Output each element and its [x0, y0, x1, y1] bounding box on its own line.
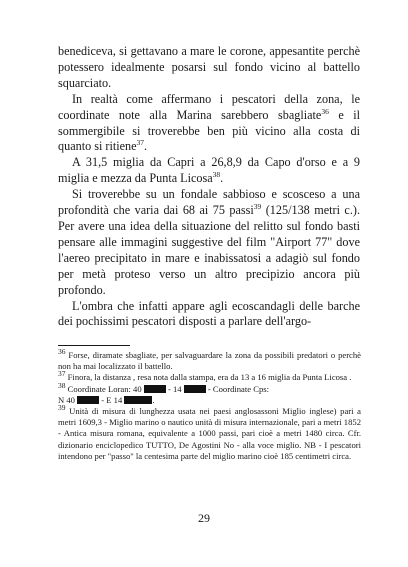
paragraph-5: L'ombra che infatti appare agli ecoscandagli delle barche dei pochissimi pescatori disposti a parlare dell'argo-	[58, 298, 360, 329]
footnote-36: $^{36}$ Forse, diramate sbagliate, per salvaguardare la zona da possibili predatori o perchè non ha mai localizzato il battello.	[58, 347, 361, 372]
footnote-ref-39[interactable]: 39	[253, 202, 262, 211]
page-number: 29	[198, 511, 210, 525]
redacted-block	[124, 396, 152, 404]
paragraph-2: In realtà come affermano i pescatori della zona, le coordinate note alla Marina sarebbero sbagliate$^{36}$ e il sommergibile si troverebbe ben più vicino alla costa di quanto si ritiene$^{37}$.	[58, 91, 361, 154]
footnote-37: $^{37}$ Finora, la distanza , resa nota dalla stampa, era da 13 a 16 miglia da Punta Licosa .	[58, 369, 352, 383]
redacted-block	[77, 396, 99, 404]
redacted-block	[184, 385, 206, 393]
paragraph-3: A 31,5 miglia da Capri a 26,8,9 da Capo d'orso e a 9 miglia e mezza da Punta Licosa$^{38}$.	[58, 155, 360, 186]
main-text	[58, 44, 360, 330]
paragraph-1: benediceva, si gettavano a mare le corone, appesantite perchè potessero idealmente posarsi sul fondo vicino al battello squarciato.	[58, 44, 360, 90]
footnotes	[58, 347, 361, 462]
footnote-ref-36[interactable]: 36	[321, 106, 329, 116]
footnote-39: $^{39}$ Unità di misura di lunghezza usata nei paesi anglosassoni Miglio inglese) pari a metri 1609,3 - Miglio marino o nautico unità di misura internazionale, pari a metri 1852 - Antica misura romana, equivalente a 1000 passi, pari cioè a metri 1480 circa. Cfr. dizionario enciclopedico TUTTO, De Agostini No - alla voce miglio. NB - I pescatori intendono per "passo" la centesima parte del miglio marino cioè 185 centimetri circa.	[58, 403, 361, 461]
footnote-separator	[58, 345, 130, 346]
footnote-38: $^{38}$ Coordinate Loran: 40 - 14 - Coordinate Cps: N 40 - E 14 .	[58, 380, 269, 405]
footnote-ref-38[interactable]: 38	[212, 170, 221, 180]
footnote-ref-37[interactable]: 37	[136, 138, 145, 148]
paragraph-4: Si troverebbe su un fondale sabbioso e scosceso a una profondità che varia dai 68 ai 75 passi$^{39}$ (125/138 metri c.). Per avere una idea della situazione del relitto sul fondo basti pensare alle immagini suggestive del film "Airport 77" dove l'aereo precipitato in mare e inabissatosi a adagiò sul fondo per metà proteso verso un altro precipizio ancora più profondo.	[58, 187, 360, 297]
redacted-block	[144, 385, 166, 393]
